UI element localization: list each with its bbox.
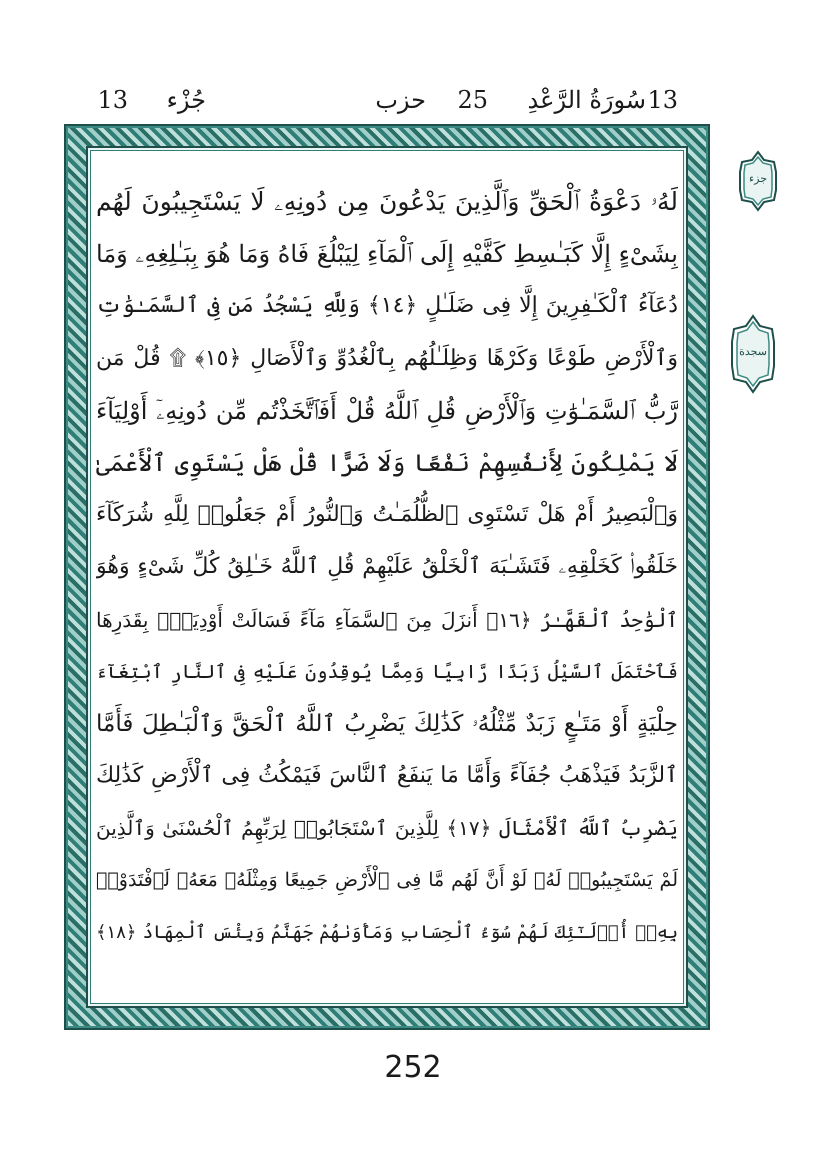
text-line: وَٱلْأَرْضِ طَوْعًا وَكَرْهًا وَظِلَـٰلُهُم بِٱلْغُدُوِّ وَٱلْأَصَالِ ﴿١٥﴾ ۩ قُلْ مَن [96, 345, 678, 371]
text-line: بِشَىْءٍ إِلَّا كَبَـٰسِطِ كَفَّيْهِ إِلَى ٱلْمَآءِ لِيَبْلُغَ فَاهُ وَمَا هُوَ بِبَـٰلِغِهِۦ وَمَا [96, 240, 678, 269]
sajda-marker-label: سجدة [739, 345, 767, 358]
page-header [0, 82, 826, 118]
text-line: بِهِۦٓ أُو۟لَـٰٓئِكَ لَهُمْ سُوٓءُ ٱلْحِسَابِ وَمَأْوَىٰهُمْ جَهَنَّمُ وَبِئْسَ ٱلْمِهَادُ ﴿١٨﴾ [96, 921, 678, 943]
quran-text [96, 176, 678, 959]
juz-marker-icon [736, 150, 780, 212]
text-line: حِلْيَةٍ أَوْ مَتَـٰعٍ زَبَدٌ مِّثْلُهُۥ كَذَٰلِكَ يَضْرِبُ ٱللَّهُ ٱلْحَقَّ وَٱلْبَـٰطِلَ فَأَمَّا [96, 710, 678, 737]
sajda-marker-icon [728, 314, 778, 394]
juz-label: جُزْء [166, 86, 206, 114]
text-line: لَا يَمْلِكُونَ لِأَنفُسِهِمْ نَفْعًا وَلَا ضَرًّا قُلْ هَلْ يَسْتَوِى ٱلْأَعْمَىٰ [96, 448, 678, 477]
text-line: ٱلْوَٰحِدُ ٱلْقَهَّـٰرُ ﴿١٦﴾ أَنزَلَ مِنَ ٱلسَّمَآءِ مَآءً فَسَالَتْ أَوْدِيَةٌۢ بِقَدَرِهَا [96, 607, 678, 632]
text-line: ٱلزَّبَدُ فَيَذْهَبُ جُفَآءً وَأَمَّا مَا يَنفَعُ ٱلنَّاسَ فَيَمْكُثُ فِى ٱلْأَرْضِ كَذَٰلِكَ [96, 763, 678, 789]
text-line: خَلَقُوا۟ كَخَلْقِهِۦ فَتَشَـٰبَهَ ٱلْخَلْقُ عَلَيْهِمْ قُلِ ٱللَّهُ خَـٰلِقُ كُلِّ شَىْءٍ وَهُوَ [96, 554, 678, 580]
hizb-number: 25 [457, 86, 488, 114]
text-line: لَمْ يَسْتَجِيبُوا۟ لَهُۥ لَوْ أَنَّ لَهُم مَّا فِى ٱلْأَرْضِ جَمِيعًا وَمِثْلَهُۥ مَعَهُۥ لَٱفْتَدَوْا۟ [96, 869, 678, 892]
text-line: رَّبُّ ٱلسَّمَـٰوَٰتِ وَٱلْأَرْضِ قُلِ ٱللَّهُ قُلْ أَفَٱتَّخَذْتُم مِّن دُونِهِۦٓ أَوْلِيَآءَ [96, 396, 678, 425]
surah-number: 13 [647, 86, 678, 114]
text-line: وَٱلْبَصِيرُ أَمْ هَلْ تَسْتَوِى ٱلظُّلُمَـٰتُ وَٱلنُّورُ أَمْ جَعَلُوا۟ لِلَّهِ شُرَكَآءَ [96, 502, 678, 528]
text-line: دُعَآءُ ٱلْكَـٰفِرِينَ إِلَّا فِى ضَلَـٰلٍ ﴿١٤﴾ وَلِلَّهِ يَسْجُدُ مَن فِى ٱلسَّمَـٰوَٰتِ [96, 293, 678, 319]
juz-number: 13 [97, 86, 128, 114]
text-line: فَٱحْتَمَلَ ٱلسَّيْلُ زَبَدًا رَّابِيًا وَمِمَّا يُوقِدُونَ عَلَيْهِ فِى ٱلنَّارِ ٱبْتِغَآءَ [96, 660, 678, 683]
text-line: يَضْرِبُ ٱللَّهُ ٱلْأَمْثَالَ ﴿١٧﴾ لِلَّذِينَ ٱسْتَجَابُوا۟ لِرَبِّهِمُ ٱلْحُسْنَىٰ وَٱلَّذِينَ [96, 816, 678, 841]
hizb-label: حزب [375, 86, 426, 114]
text-line: لَهُۥ دَعْوَةُ ٱلْحَقِّ وَٱلَّذِينَ يَدْعُونَ مِن دُونِهِۦ لَا يَسْتَجِيبُونَ لَهُم [96, 187, 678, 216]
juz-marker-label: جزء [748, 172, 768, 185]
page-number: 252 [384, 1050, 442, 1085]
surah-name: سُورَةُ الرَّعْدِ [527, 86, 646, 114]
